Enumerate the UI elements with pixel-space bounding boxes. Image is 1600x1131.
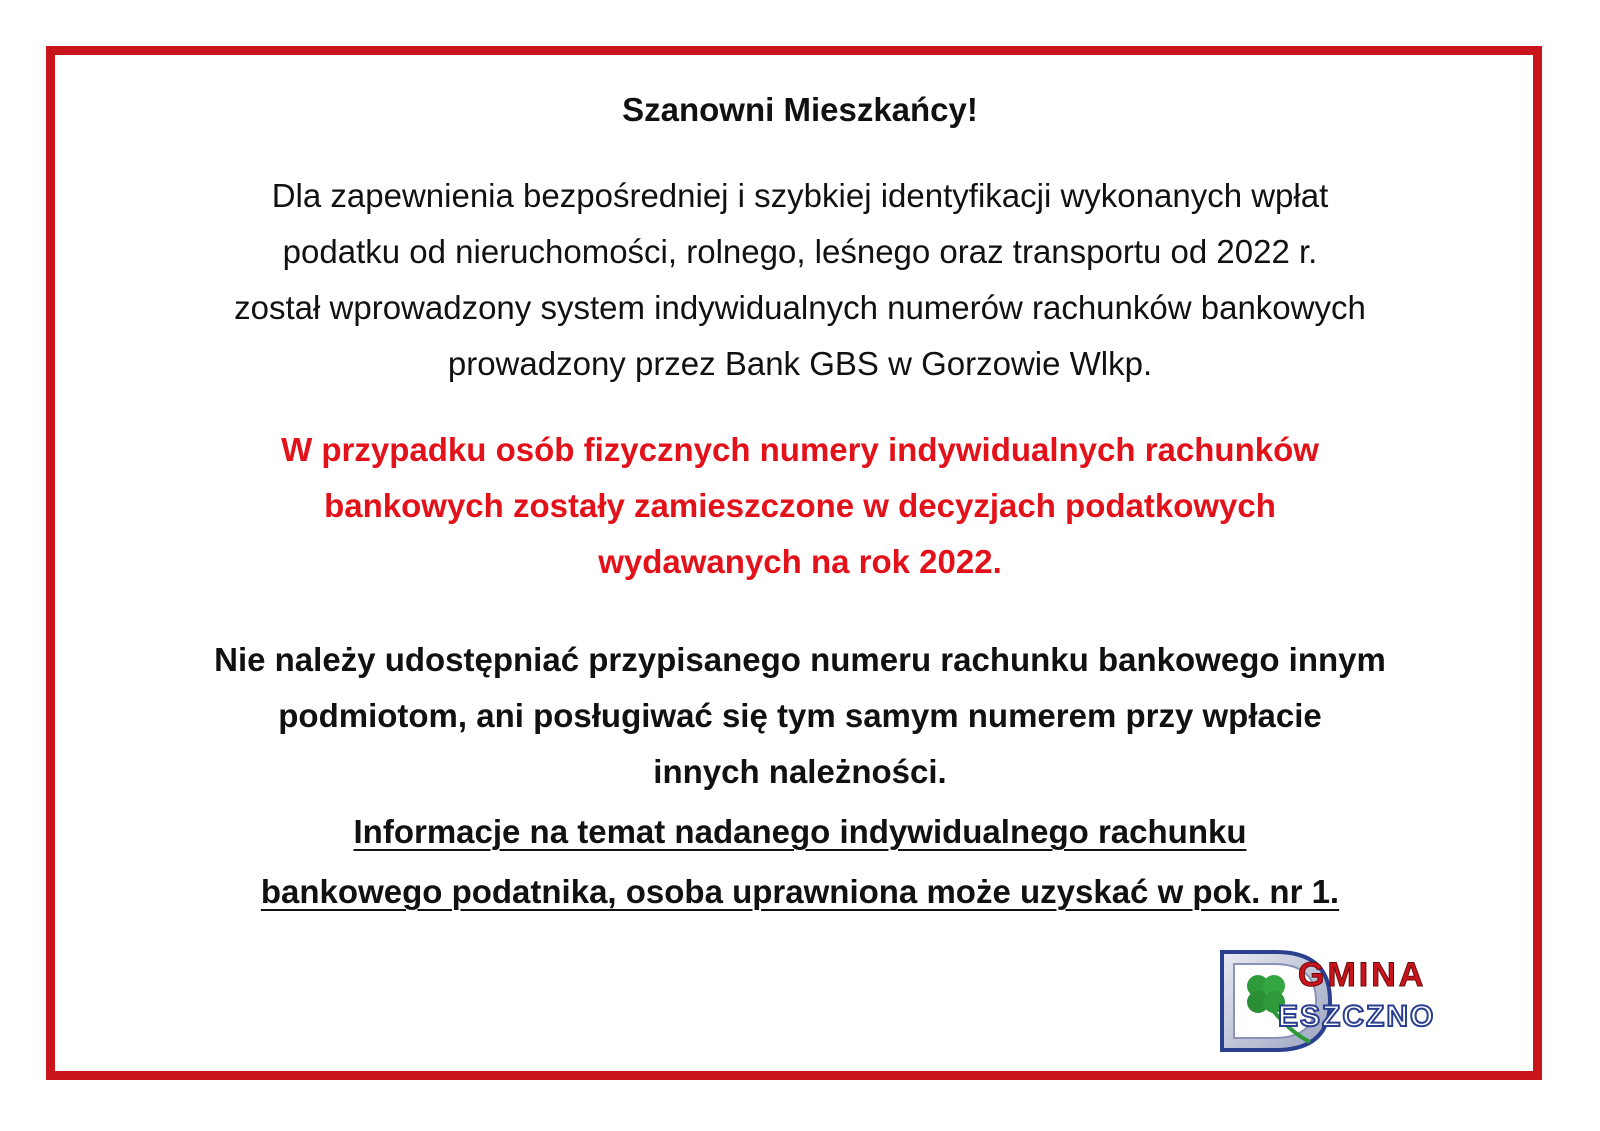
warning-paragraph	[66, 422, 1534, 590]
logo-text-gmina: GMINA	[1298, 956, 1427, 994]
info-line: bankowego podatnika, osoba uprawniona może uzyskać w pok. nr 1.	[260, 873, 1340, 910]
notice-line: podmiotom, ani posługiwać się tym samym numerem przy wpłacie	[278, 697, 1322, 734]
intro-line: został wprowadzony system indywidualnych numerów rachunków bankowych	[234, 289, 1366, 326]
warning-line: W przypadku osób fizycznych numery indywidualnych rachunków	[281, 431, 1319, 468]
notice-line: innych należności.	[653, 753, 947, 790]
intro-paragraph	[66, 168, 1534, 392]
greeting-heading: Szanowni Mieszkańcy!	[622, 91, 978, 128]
intro-line: Dla zapewnienia bezpośredniej i szybkiej identyfikacji wykonanych wpłat	[271, 177, 1329, 214]
notice-line: Nie należy udostępniać przypisanego numeru rachunku bankowego innym	[214, 641, 1386, 678]
warning-line: wydawanych na rok 2022.	[598, 543, 1002, 580]
security-notice-paragraph	[66, 632, 1534, 800]
logo-text-eszczno: ESZCZNO	[1278, 1000, 1436, 1033]
gmina-deszczno-logo	[1218, 946, 1498, 1066]
info-line: Informacje na temat nadanego indywidualnego rachunku	[353, 813, 1247, 850]
warning-line: bankowych zostały zamieszczone w decyzjach podatkowych	[324, 487, 1276, 524]
intro-line: prowadzony przez Bank GBS w Gorzowie Wlkp.	[447, 345, 1153, 382]
intro-line: podatku od nieruchomości, rolnego, leśnego oraz transportu od 2022 r.	[282, 233, 1318, 270]
info-paragraph	[66, 802, 1534, 922]
